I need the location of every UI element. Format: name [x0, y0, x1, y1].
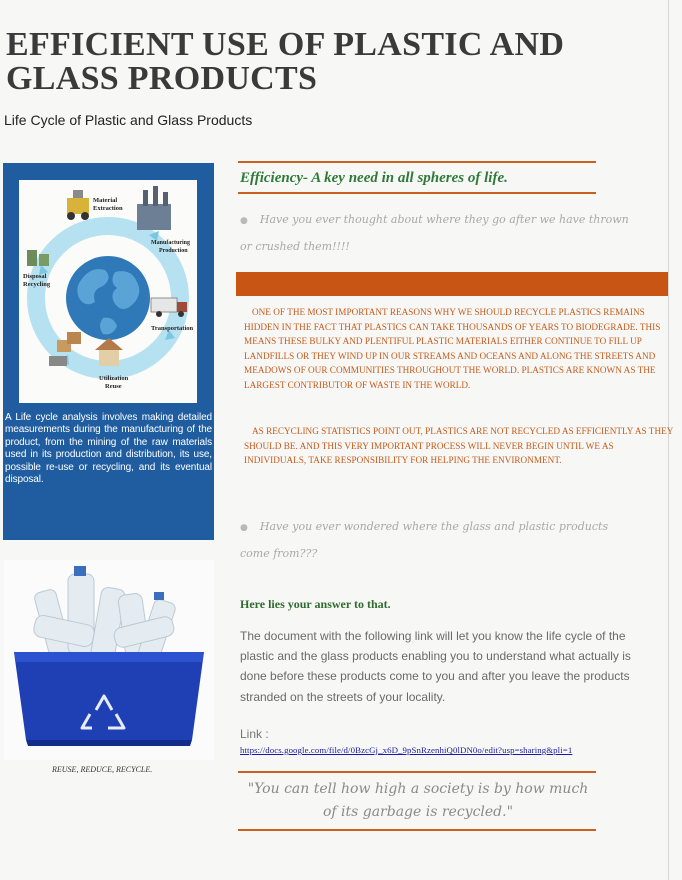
svg-text:Disposal: Disposal — [23, 273, 47, 280]
link-label: Link : — [240, 727, 269, 741]
svg-text:Utilization: Utilization — [99, 375, 129, 382]
plastics-paragraph-2: AS RECYCLING STATISTICS POINT OUT, PLASTICS ARE NOT RECYCLED AS EFFICIENTLY AS THEY SHOULD BE. AND THIS VERY IMPORTANT PROCESS WILL NEVER BEGIN UNTIL WE AS INDIVIDUALS, TAKE RESPONSIBILITY FOR HELPING THE ENVIRONMENT. — [244, 426, 674, 466]
extraction-icon — [67, 190, 89, 220]
life-cycle-panel — [3, 163, 214, 540]
divider-heading — [238, 192, 596, 194]
page-title — [6, 28, 666, 96]
question-1-text: Have you ever thought about where they go after we have thrown or crushed them!!!! — [240, 213, 629, 253]
svg-text:Transportation: Transportation — [151, 325, 194, 332]
question-2-text: Have you ever wondered where the glass and plastic products come from??? — [240, 520, 609, 560]
recycling-bin-photo — [4, 560, 214, 760]
house-icon — [95, 338, 123, 366]
svg-text:Production: Production — [159, 248, 188, 254]
divider-top — [238, 161, 596, 163]
bullet-icon: ● — [240, 216, 248, 226]
svg-text:Reuse: Reuse — [105, 383, 122, 390]
title-line-2: GLASS PRODUCTS — [6, 60, 318, 97]
recycling-bin-illustration — [4, 560, 214, 760]
divider-quote-bottom — [238, 829, 596, 831]
title-line-1: EFFICIENT USE OF PLASTIC AND — [6, 26, 565, 63]
svg-text:Manufacturing: Manufacturing — [151, 240, 190, 246]
question-2 — [240, 514, 640, 567]
document-description: The document with the following link will let you know the life cycle of the plastic and the glass products enabling you to understand what actually is done before these products come to you and after you leave the products stranded on the streets of your locality. — [240, 629, 631, 704]
divider-quote-top — [238, 771, 596, 773]
photo-caption: REUSE, REDUCE, RECYCLE. — [52, 765, 153, 774]
answer-heading: Here lies your answer to that. — [240, 597, 391, 611]
recycling-quote: "You can tell how high a society is by how much of its garbage is recycled." — [247, 781, 589, 820]
svg-text:Recycling: Recycling — [23, 281, 51, 288]
life-cycle-diagram — [19, 180, 197, 403]
svg-text:Extraction: Extraction — [93, 205, 123, 212]
factory-icon — [137, 186, 171, 230]
life-cycle-illustration — [19, 180, 197, 403]
page-subtitle: Life Cycle of Plastic and Glass Products — [4, 112, 253, 128]
document-link[interactable]: https://docs.google.com/file/d/0BzcGj_x6D_9pSnRzenhiQ0lDN0o/edit?usp=sharing&pli=1 — [240, 745, 573, 755]
bullet-icon: ● — [240, 523, 248, 533]
question-1 — [240, 207, 640, 260]
efficiency-heading: Efficiency- A key need in all spheres of life. — [240, 170, 508, 186]
plastics-paragraph-1: ONE OF THE MOST IMPORTANT REASONS WHY WE SHOULD RECYCLE PLASTICS REMAINS HIDDEN IN THE FACT THAT PLASTICS CAN TAKE THOUSANDS OF YEARS TO BIODEGRADE. THIS MEANS THESE BULKY AND PLENTIFUL PLASTIC MATERIALS EITHER CONTINUE TO FILL UP LANDFILLS OR THEY WIND UP IN OUR STREAMS AND OCEANS AND ALONG THE STREETS AND MEADOWS OF OUR COMMUNITIES THROUGHOUT THE WORLD. PLASTICS ARE KNOWN AS THE LARGEST CONTRIBUTOR OF WASTE IN THE WORLD. — [244, 307, 661, 390]
life-cycle-description: A Life cycle analysis involves making detailed measurements during the manufacturing of the product, from the mining of the raw materials used in its production and distribution, its use, possible re-use or recycling, and its eventual disposal. — [5, 412, 212, 486]
svg-text:Material: Material — [93, 197, 118, 204]
orange-banner — [236, 272, 668, 296]
